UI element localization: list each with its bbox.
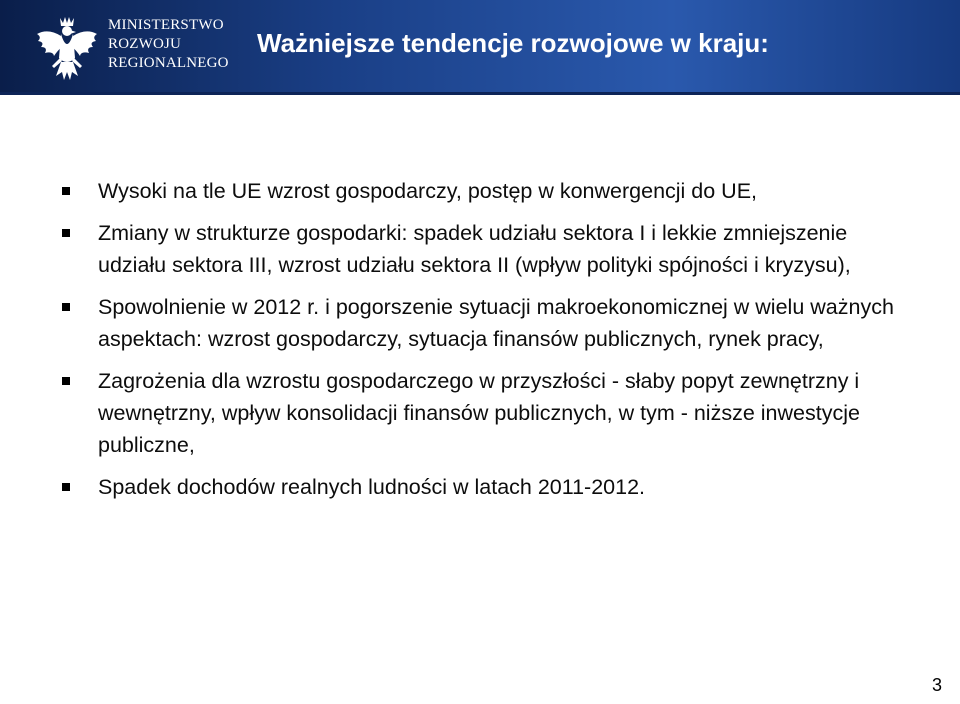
slide-title: Ważniejsze tendencje rozwojowe w kraju:: [257, 28, 769, 58]
slide-header: [0, 0, 960, 95]
bullet-square-icon: [62, 229, 70, 237]
ministry-line: MINISTERSTWO: [108, 17, 224, 33]
ministry-logo-text: [108, 16, 248, 73]
bullet-text: Zmiany w strukturze gospodarki: spadek udziału sektora I i lekkie zmniejszenie udziału sektora III, wzrost udziału sektora II (wpływ polityki spójności i kryzysu),: [98, 221, 851, 277]
bullet-text: Spadek dochodów realnych ludności w latach 2011-2012.: [98, 475, 646, 499]
ministry-line: REGIONALNEGO: [108, 55, 229, 71]
bullet-square-icon: [62, 483, 70, 491]
bullet-item: [60, 175, 910, 207]
bullet-square-icon: [62, 187, 70, 195]
bullet-item: [60, 291, 910, 355]
bullet-square-icon: [62, 303, 70, 311]
bullet-item: [60, 365, 910, 461]
bullet-item: [60, 217, 910, 281]
bullet-text: Wysoki na tle UE wzrost gospodarczy, postęp w konwergencji do UE,: [98, 179, 758, 203]
bullet-square-icon: [62, 377, 70, 385]
bullet-text: Zagrożenia dla wzrostu gospodarczego w przyszłości - słaby popyt zewnętrzny i wewnętrzny, wpływ konsolidacji finansów publicznych, w tym - niższe inwestycje publiczne,: [98, 369, 860, 457]
bullet-list: [60, 175, 910, 513]
bullet-text: Spowolnienie w 2012 r. i pogorszenie sytuacji makroekonomicznej w wielu ważnych aspektach: wzrost gospodarczy, sytuacja finansów publicznych, rynek pracy,: [98, 295, 894, 351]
bullet-item: [60, 471, 910, 503]
ministry-line: ROZWOJU: [108, 36, 182, 52]
page-number: 3: [931, 675, 942, 695]
polish-eagle-icon: [34, 14, 100, 82]
